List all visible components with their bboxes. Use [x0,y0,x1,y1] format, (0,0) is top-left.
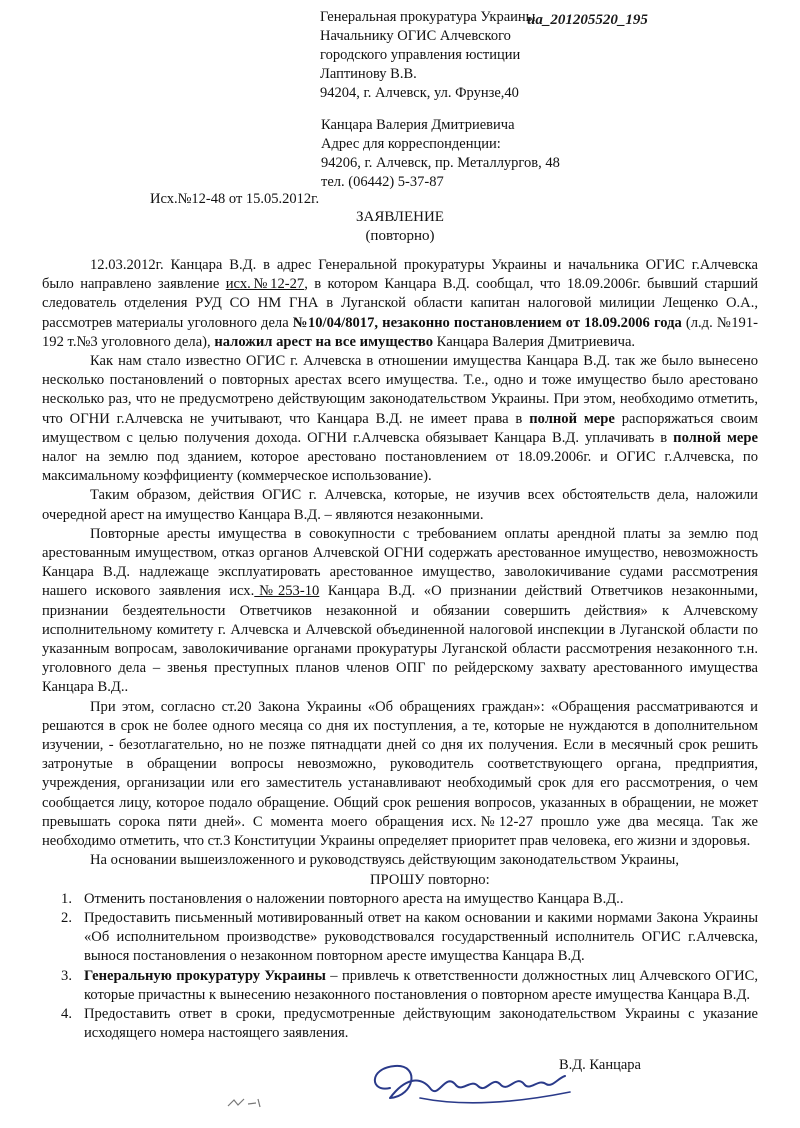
demands-list [42,890,758,1044]
list-text: Предоставить письменный мотивированный ответ на каком основании и какими нормами Закона Украины «Об исполнительном производстве» руководствовался государственный исполнитель ОГИС г.Алчевска, вынося постановления о незаконном повторном аресте имущества Канцара В.Д. [84,909,758,965]
paragraph-3: Таким образом, действия ОГИС г. Алчевска, которые, не изучив всех обстоятельств дела, наложили очередной арест на имущество Канцара В.Д. – являются незаконными. [42,487,758,523]
list-number: 1. [61,890,72,907]
recipient-line: 94204, г. Алчевск, ул. Фрунзе,40 [320,85,519,101]
text-run: (л.д. №191-192 т.№3 уголовного дела), [42,314,758,350]
text-run: Канцара В.Д. «О признании действий Ответчиков незаконными, признании бездеятельности Ответчиков незаконной и обязании совершить действия» к Алчевскому исполнительному комитету г. Алчевска и Алчевской объединенной налоговой инспекции в Луганской области по указанным вопросам, заволокичивание органами прокуратуры Луганской области рассмотрения незаконного т.н. уголовного дела – звенья преступных планов членов ОПГ по рейдерскому захвату арестованного имущества Канцара В.Д.. [42,583,758,696]
text-run: , в котором Канцара В.Д. сообщал, что 18.09.2006г. бывший старший следователь отделения РУД СО НМ ГНА в Луганской области капитан налоговой милиции Лещенко О.А., рассмотрев материалы уголовного дела [42,276,759,331]
list-text: Отменить постановления о наложении повторного ареста на имущество Канцара В.Д.. [84,890,624,907]
recipient-line: Начальнику ОГИС Алчевского [320,28,511,44]
list-number: 2. [61,909,72,926]
text-run: Повторные аресты имущества в совокупности с требованием оплаты арендной платы за землю под арестованным имуществом, отказ органов Алчевской ОГНИ содержать арестованное имущество, невозможность Канцара В.Д. надлежаще эксплуатировать арестованное имущество, заволокичивание судами рассмотрения нашего искового заявления исх. [42,525,758,600]
sender-block [321,116,560,192]
sender-line: Канцара Валерия Дмитриевича [321,117,515,133]
document-title: ЗАЯВЛЕНИЕ [356,209,444,225]
request-title: ПРОШУ повторно: [370,871,490,888]
emphasis: наложил арест на все имущество [214,333,434,350]
text-run: 12.03.2012г. Канцара В.Д. в адрес Генеральной прокуратуры Украины и начальника ОГИС г.Алчевска было направлено заявление [42,257,758,293]
recipient-line: Генеральная прокуратура Украины [320,9,536,25]
text-run: распоряжаться своим имуществом с целью получения дохода. ОГНИ г.Алчевска обязывает Канцара В.Д. уплачивать в [42,410,758,446]
list-text: Предоставить ответ в сроки, предусмотренные действующим законодательством Украины с указание исходящего номера настоящего заявления. [84,1005,758,1042]
text-run: налог на землю под зданием, которое арестовано постановлением от 18.09.2006г. и ОГИС г.Алчевска, по максимальному коэффициенту (коммерческое использование). [42,449,758,485]
list-item [42,909,758,967]
document-reference-stamp: ua_201205520_195 [527,12,648,28]
list-number: 3. [61,967,72,984]
paragraph-5: При этом, согласно ст.20 Закона Украины «Об обращениях граждан»: «Обращения рассматриваются и решаются в срок не более одного месяца со дня их поступления, а те, которые не нуждаются в дополнительном изучении, - безотлагательно, но не позже пятнадцати дней со дня их получения. Если в месячный срок решить затронутые в обращении вопросы невозможно, руководитель соответствующего органа, предприятия, учреждения, организации или его заместитель устанавливают необходимый срок для его рассмотрения, о чем сообщается лицу, которое подало обращение. Общий срок решения вопросов, указанных в обращении, не может превышать сорока пяти дней». С момента моего обращения исх.№12-27 прошло уже два месяца. Так же необходимо отметить, что ст.3 Конституции Украины определяет приоритет прав человека, его жизни и здоровья. [42,698,758,850]
list-item [42,890,758,909]
recipient-line: городского управления юстиции [320,47,521,63]
document-body [42,256,758,1043]
document-subtitle: (повторно) [365,228,435,244]
text-run: Как нам стало известно ОГИС г. Алчевска в отношении имущества Канцара В.Д. так же было вынесено несколько постановлений о повторных арестах всего имущества. Т.е., одно и тоже имущество было арестовано несколько раз, что не предусмотрено действующим законодательством Украины. При этом, необходимо отметить, что ОГНИ г.Алчевска не учитывают, что Канцара В.Д. не имеет права в [42,353,758,427]
sender-line: Адрес для корреспонденции: [321,136,501,152]
paragraph-1 [42,256,758,352]
list-item [42,967,758,1005]
text-run: Канцара Валерия Дмитриевича. [433,333,636,350]
signature-name: В.Д. Канцара [559,1057,641,1073]
request-intro: На основании вышеизложенного и руководствуясь действующим законодательством Украины, [90,852,680,869]
list-text: – привлечь к ответственности должностных лиц Алчевского ОГИС, которые причастны к вынесению незаконного постановления о повторном аресте имущества Канцара В.Д. [84,967,758,1003]
reference-number: исх.№12-27 [225,276,305,293]
handwritten-signature [360,1048,590,1108]
emphasis: №10/04/8017, незаконно постановлением от 18.09.2006 года [292,314,682,331]
paragraph-2 [42,352,758,486]
list-item [42,1005,758,1043]
recipient-line: Лаптинову В.В. [320,66,417,82]
recipient-block [320,8,535,103]
list-number: 4. [61,1005,72,1022]
outgoing-number: Исх.№12-48 от 15.05.2012г. [150,191,320,207]
margin-mark [226,1096,266,1110]
emphasis: Генеральную прокуратуру Украины [84,967,326,984]
sender-line: тел. (06442) 5-37-87 [321,174,444,190]
sender-line: 94206, г. Алчевск, пр. Металлургов, 48 [321,155,560,171]
emphasis: полной мере [529,410,615,427]
reference-number: №253-10 [254,583,320,600]
emphasis: полной мере [673,429,759,446]
paragraph-4 [42,525,758,698]
